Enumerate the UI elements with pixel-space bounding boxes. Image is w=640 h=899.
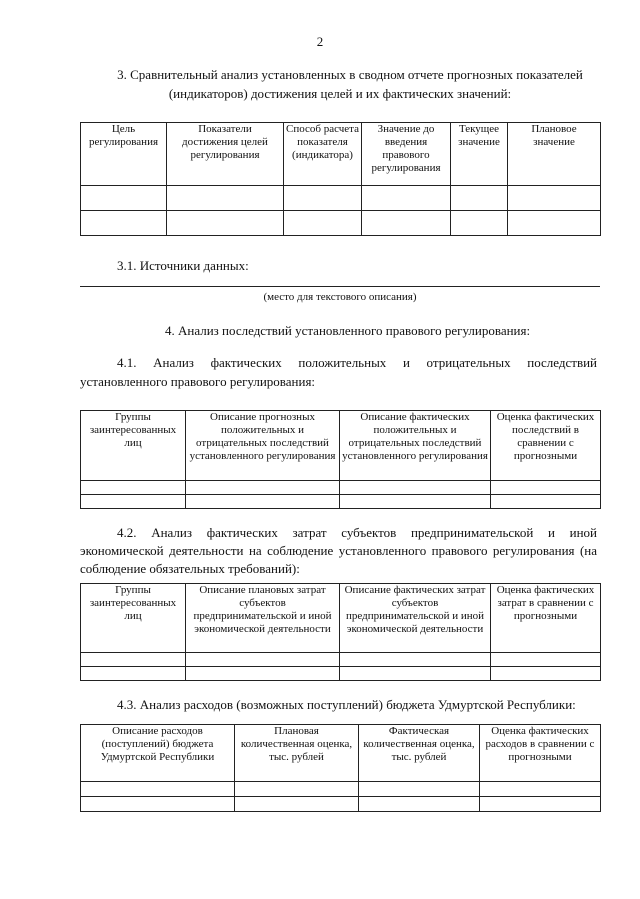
header-actual-consequences: Описание фактических положительных и отрицательных последствий установленного регулирования: [340, 411, 491, 481]
header-budget-expenses: Описание расходов (поступлений) бюджета Удмуртской Республики: [81, 725, 235, 782]
section41-text-line2: установленного правового регулирования:: [80, 374, 316, 389]
page-number: 2: [316, 34, 324, 49]
table-row: [81, 653, 601, 667]
table-row: [81, 782, 601, 797]
section31-label: 3.1. Источники данных:: [117, 258, 249, 273]
header-expenses-evaluation: Оценка фактических расходов в сравнении с прогнозными: [480, 725, 601, 782]
header-value-before: Значение до введения правового регулирования: [362, 123, 451, 186]
header-planned-estimate: Плановая количественная оценка, тыс. рублей: [235, 725, 359, 782]
costs-table: [80, 583, 601, 681]
header-planned-costs: Описание плановых затрат субъектов предпринимательской и иной экономической деятельности: [186, 584, 340, 653]
table-row: [81, 667, 601, 681]
header-current-value: Текущее значение: [451, 123, 508, 186]
section42-text-line2: экономической деятельности на соблюдение установленного правового регулирования (на: [80, 543, 597, 558]
header-stakeholder-groups: Группы заинтересованных лиц: [81, 411, 186, 481]
indicators-table: [80, 122, 601, 236]
consequences-table: [80, 410, 601, 509]
header-consequences-evaluation: Оценка фактических последствий в сравнении с прогнозными: [491, 411, 601, 481]
header-calc-method: Способ расчета показателя (индикатора): [284, 123, 362, 186]
section3-heading-line1: 3. Сравнительный анализ установленных в сводном отчете прогнозных показателей: [117, 67, 583, 82]
header-goal: Цель регулирования: [81, 123, 167, 186]
header-costs-evaluation: Оценка фактических затрат в сравнении с прогнозными: [491, 584, 601, 653]
table-row: [81, 186, 601, 211]
section42-text-line3: соблюдение обязательных требований):: [80, 561, 300, 576]
section43-heading: 4.3. Анализ расходов (возможных поступлений) бюджета Удмуртской Республики:: [117, 697, 576, 712]
header-actual-costs: Описание фактических затрат субъектов предпринимательской и иной экономической деятельности: [340, 584, 491, 653]
table-row: [81, 481, 601, 495]
section4-heading: 4. Анализ последствий установленного правового регулирования:: [165, 323, 531, 338]
budget-table: [80, 724, 601, 812]
header-stakeholder-groups: Группы заинтересованных лиц: [81, 584, 186, 653]
section41-text-line1: 4.1. Анализ фактических положительных и отрицательных последствий: [117, 355, 597, 370]
table-row: [81, 211, 601, 236]
section3-heading-line2: (индикаторов) достижения целей и их фактических значений:: [168, 86, 512, 101]
header-forecast-consequences: Описание прогнозных положительных и отрицательных последствий установленного регулирования: [186, 411, 340, 481]
table-row: [81, 797, 601, 812]
section42-text-line1: 4.2. Анализ фактических затрат субъектов предпринимательской и иной: [117, 525, 597, 540]
section31-caption: (место для текстового описания): [263, 291, 417, 303]
text-description-line: [80, 286, 600, 287]
table-row: [81, 495, 601, 509]
header-actual-estimate: Фактическая количественная оценка, тыс. рублей: [359, 725, 480, 782]
header-planned-value: Плановое значение: [508, 123, 601, 186]
header-indicators: Показатели достижения целей регулирования: [167, 123, 284, 186]
